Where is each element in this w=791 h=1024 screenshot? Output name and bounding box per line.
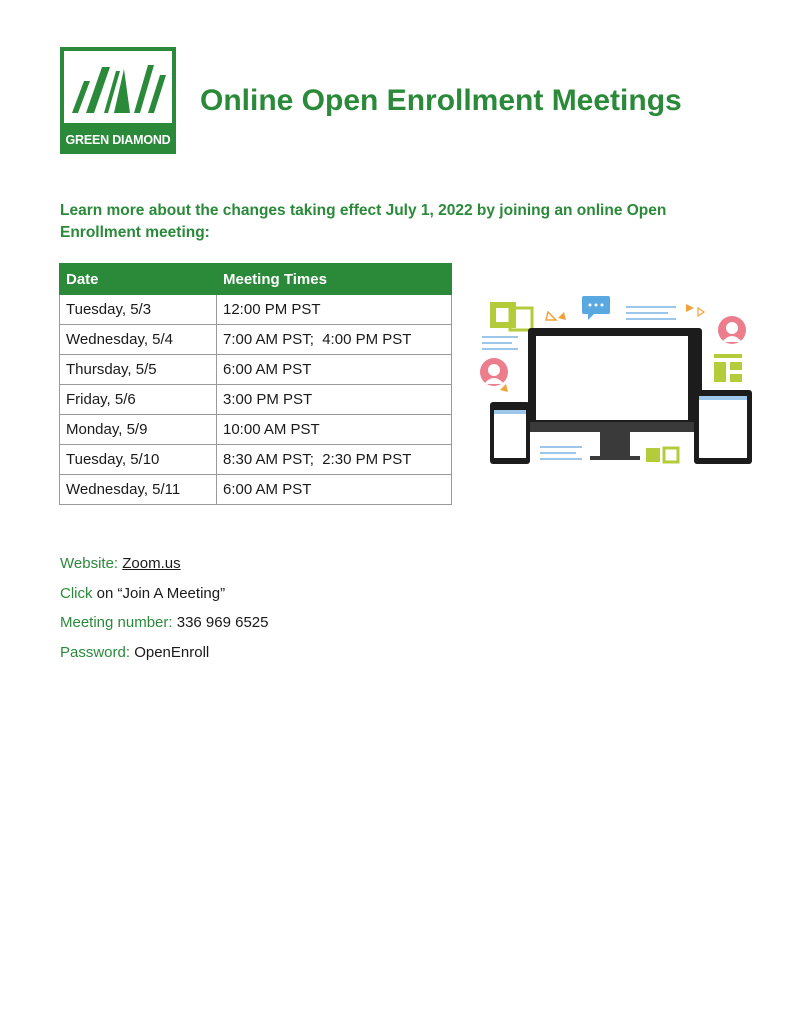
intro-text: Learn more about the changes taking effect July 1, 2022 by joining an online Open Enrollment meeting: xyxy=(60,202,667,241)
header-meeting-times: Meeting Times xyxy=(217,264,452,295)
table-row xyxy=(60,355,452,385)
meeting-number-label: Meeting number: xyxy=(60,614,173,631)
header-date: Date xyxy=(60,264,217,295)
time-cell: 7:00 AM PST; 4:00 PM PST xyxy=(217,325,452,355)
meeting-number-value: 336 969 6525 xyxy=(176,614,269,631)
click-label: Click xyxy=(60,584,93,602)
date-cell: Friday, 5/6 xyxy=(60,385,217,415)
time-cell: 8:30 AM PST; 2:30 PM PST xyxy=(217,445,452,475)
logo-text: GREEN DIAMOND xyxy=(65,133,171,147)
time-cell: 10:00 AM PST xyxy=(217,415,452,445)
date-cell: Tuesday, 5/3 xyxy=(60,295,217,325)
date-cell: Wednesday, 5/4 xyxy=(60,325,217,355)
password-value: OpenEnroll xyxy=(134,643,210,661)
time-cell: 12:00 PM PST xyxy=(217,295,452,325)
date-cell: Wednesday, 5/11 xyxy=(60,475,217,505)
time-cell: 6:00 AM PST xyxy=(217,475,452,505)
green-diamond-logo xyxy=(60,47,176,154)
date-cell: Monday, 5/9 xyxy=(60,415,217,445)
meeting-number-line xyxy=(60,608,269,638)
password-label: Password: xyxy=(60,643,131,661)
click-line xyxy=(60,579,269,609)
table-row xyxy=(60,445,452,475)
website-link[interactable]: Zoom.us xyxy=(122,555,181,572)
date-cell: Tuesday, 5/10 xyxy=(60,445,217,475)
date-cell: Thursday, 5/5 xyxy=(60,355,217,385)
table-row xyxy=(60,415,452,445)
table-header-row xyxy=(60,264,452,295)
table-row xyxy=(60,325,452,355)
password-line xyxy=(60,638,269,668)
page-title: Online Open Enrollment Meetings xyxy=(200,84,682,117)
time-cell: 3:00 PM PST xyxy=(217,385,452,415)
meeting-info xyxy=(60,549,269,667)
website-line xyxy=(60,549,269,579)
table-row xyxy=(60,385,452,415)
click-instruction: on “Join A Meeting” xyxy=(96,584,226,602)
website-label: Website: xyxy=(60,555,119,572)
logo-trees-icon xyxy=(64,51,172,123)
time-cell: 6:00 AM PST xyxy=(217,355,452,385)
meeting-schedule-table xyxy=(59,263,452,505)
table-row xyxy=(60,475,452,505)
table-row xyxy=(60,295,452,325)
video-meeting-devices-icon xyxy=(476,290,756,475)
